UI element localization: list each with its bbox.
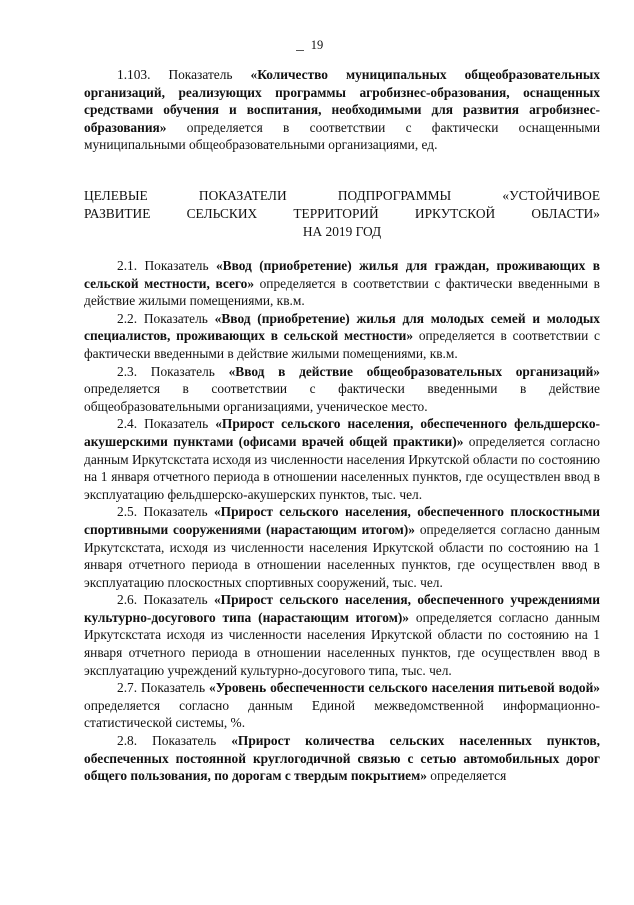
paragraph-number: 2.6. Показатель <box>117 592 214 608</box>
paragraph-text: определяется согласно данным Единой межведомственной информационно-статистической системы, %. <box>84 697 600 731</box>
paragraph-number: 1.103. Показатель <box>117 67 251 82</box>
indicator-title: «Прирост количества сельских населенных пунктов, обеспеченных постоянной круглогодичной связью с сетью автомобильных дорог общего пользования, по дорогам с твердым покрытием» <box>84 733 600 784</box>
paragraph-1-103 <box>84 66 600 154</box>
paragraph-text: определяется в соответствии с фактически введенными в действие общеобразовательными организациями, ученическое место. <box>84 381 600 414</box>
indicator-title: «Ввод (приобретение) жилья для граждан, проживающих в сельской местности, всего» <box>84 258 600 291</box>
paragraph-2-2 <box>84 310 600 363</box>
paragraph-text: определяется в соответствии с фактически введенными в действие жилыми помещениями, кв.м. <box>84 328 600 361</box>
paragraph-2-1 <box>84 257 600 310</box>
paragraph-2-5 <box>84 503 600 591</box>
paragraph-number: 2.5. Показатель <box>117 504 214 520</box>
indicator-title: «Прирост сельского населения, обеспеченного плоскостными спортивными сооружениями (нарастающим итогом)» <box>84 504 600 537</box>
paragraph-2-4 <box>84 415 600 503</box>
indicator-title: «Ввод (приобретение) жилья для молодых семей и молодых специалистов, проживающих в сельской местности» <box>84 310 600 344</box>
intro-paragraph-block <box>84 66 600 154</box>
page-number: 19 <box>310 38 324 52</box>
paragraph-text: определяется в соответствии с фактически введенными в действие жилыми помещениями, кв.м. <box>84 275 600 309</box>
paragraph-text: определяется согласно данным Иркутскстата исходя из численности населения Иркутской области по состоянию на 1 января отчетного периода в отношении населенных пунктов, где осуществлен ввод в эксплуатацию фельдшерско-акушерских пунктов, тыс. чел. <box>84 433 600 502</box>
scan-mark <box>296 50 304 51</box>
indicators-list <box>84 257 600 785</box>
section-heading <box>84 187 600 241</box>
paragraph-text: определяется <box>426 768 507 784</box>
paragraph-2-6 <box>84 591 600 679</box>
indicator-title: «Количество муниципальных общеобразовательных организаций, реализующих программы агробизнес-образования, оснащенных средствами обучения и воспитания, необходимыми для развития агробизнес-образования» <box>84 67 600 135</box>
paragraph-number: 2.3. Показатель <box>117 363 229 379</box>
paragraph-number: 2.4. Показатель <box>117 416 216 432</box>
paragraph-number: 2.2. Показатель <box>117 310 215 326</box>
paragraph-text: определяется согласно данным Иркутскстата, исходя из численности населения Иркутской области по состоянию на 1 января отчетного периода в отношении населенных пунктов, где осуществлен ввод в эксплуатацию плоскостных спортивных сооружений, тыс. чел. <box>84 521 600 590</box>
paragraph-text: определяется в соответствии с фактически оснащенными муниципальными общеобразовательными организациями, ед. <box>84 119 600 153</box>
paragraph-2-7 <box>84 679 600 732</box>
paragraph-2-8 <box>84 732 600 785</box>
paragraph-number: 2.1. Показатель <box>117 258 216 273</box>
heading-line-3: НА 2019 ГОД <box>302 224 382 239</box>
indicator-title: «Ввод в действие общеобразовательных организаций» <box>228 363 600 379</box>
paragraph-number: 2.7. Показатель <box>117 680 209 696</box>
paragraph-text: определяется согласно данным Иркутскстата исходя из численности населения Иркутской области по состоянию на 1 января отчетного периода в отношении населенных пунктов, где осуществлен ввод в эксплуатацию учреждений культурно-досугового типа, тыс. чел. <box>84 609 600 678</box>
heading-line-2: РАЗВИТИЕ СЕЛЬСКИХ ТЕРРИТОРИЙ ИРКУТСКОЙ ОБЛАСТИ» <box>84 206 600 221</box>
paragraph-number: 2.8. Показатель <box>117 733 232 749</box>
indicator-title: «Прирост сельского населения, обеспеченного учреждениями культурно-досугового типа (нарастающим итогом)» <box>84 592 600 625</box>
heading-line-1: ЦЕЛЕВЫЕ ПОКАЗАТЕЛИ ПОДПРОГРАММЫ «УСТОЙЧИВОЕ <box>84 188 600 203</box>
paragraph-2-3 <box>84 363 600 416</box>
indicator-title: «Прирост сельского населения, обеспеченного фельдшерско-акушерскими пунктами (офисами врачей общей практики)» <box>84 416 600 449</box>
indicator-title: «Уровень обеспеченности сельского населения питьевой водой» <box>209 680 600 696</box>
